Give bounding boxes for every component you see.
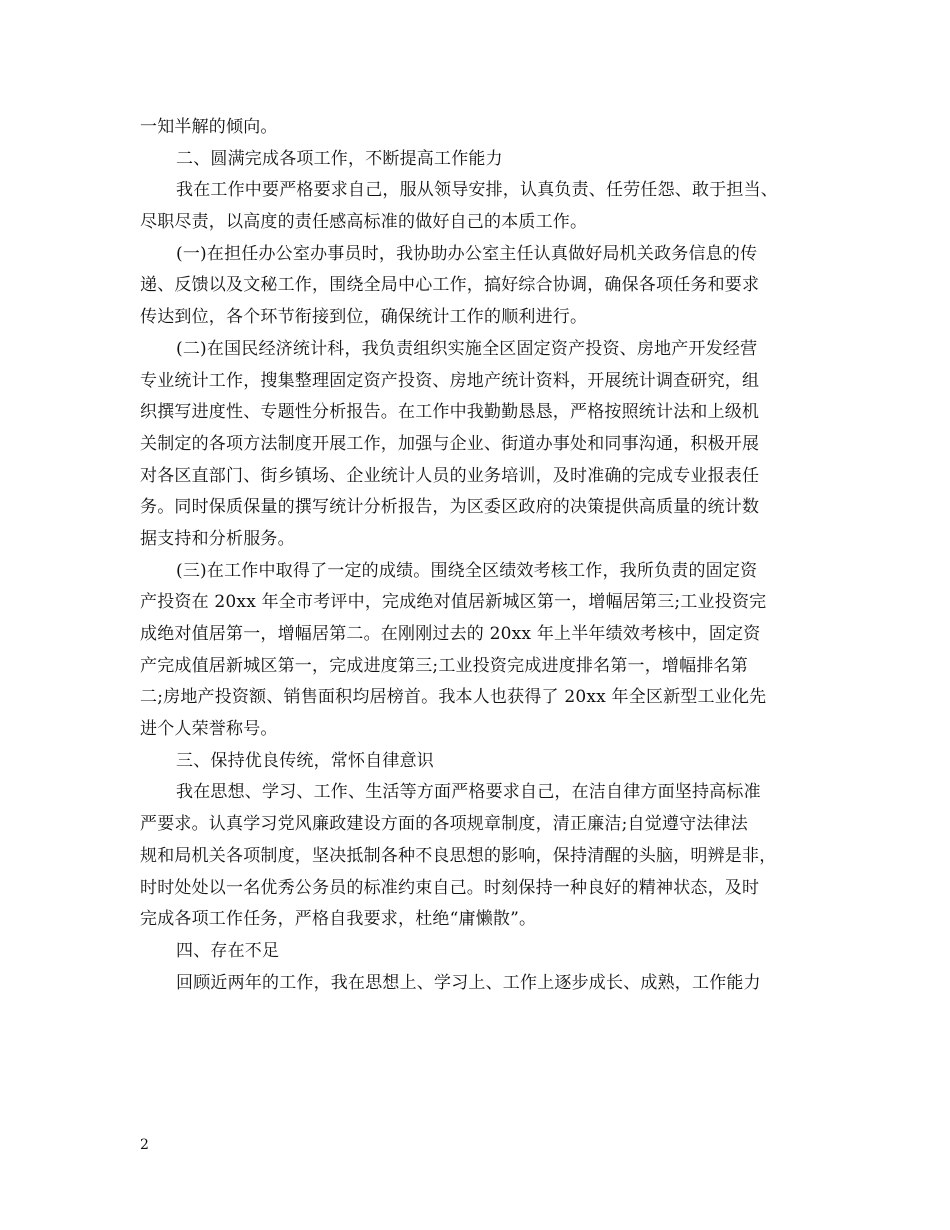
- text-line: 我在思想、学习、工作、生活等方面严格要求自己，在洁自律方面坚持高标准: [176, 782, 761, 803]
- text-line: (一)在担任办公室办事员时，我协助办公室主任认真做好局机关政务信息的传: [176, 243, 758, 264]
- section-heading: 二、圆满完成各项工作，不断提高工作能力: [176, 148, 503, 169]
- text-line: 专业统计工作，搜集整理固定资产投资、房地产统计资料，开展统计调查研究，组: [140, 370, 760, 391]
- text-line: 务。同时保质保量的撰写统计分析报告，为区委区政府的决策提供高质量的统计数: [140, 497, 760, 518]
- text-line: 织撰写进度性、专题性分析报告。在工作中我勤勤恳恳，严格按照统计法和上级机: [140, 402, 760, 423]
- text-line: 规和局机关各项制度，坚决抵制各种不良思想的影响，保持清醒的头脑，明辨是非，: [140, 845, 777, 866]
- text-line: 递、反馈以及文秘工作，围绕全局中心工作，搞好综合协调，确保各项任务和要求: [140, 275, 760, 296]
- text-line: 关制定的各项方法制度开展工作，加强与企业、街道办事处和同事沟通，积极开展: [140, 433, 760, 454]
- text-line: 二;房地产投资额、销售面积均居榜首。我本人也获得了 20xx 年全区新型工业化先: [140, 687, 767, 708]
- text-line: (三)在工作中取得了一定的成绩。围绕全区绩效考核工作，我所负责的固定资: [176, 560, 758, 581]
- section-heading: 四、存在不足: [176, 940, 280, 961]
- text-line: 完成各项工作任务，严格自我要求，杜绝“庸懒散”。: [140, 909, 537, 930]
- text-line: 严要求。认真学习党风廉政建设方面的各项规章制度，清正廉洁;自觉遵守法律法: [140, 814, 748, 835]
- text-line: 传达到位，各个环节衔接到位，确保统计工作的顺利进行。: [140, 307, 588, 328]
- text-line: 据支持和分析服务。: [140, 528, 295, 549]
- text-line: 尽职尽责，以高度的责任感高标准的做好自己的本质工作。: [140, 212, 588, 233]
- text-line: (二)在国民经济统计科，我负责组织实施全区固定资产投资、房地产开发经营: [176, 338, 758, 359]
- document-body: [140, 112, 830, 999]
- text-line: 产投资在 20xx 年全市考评中，完成绝对值居新城区第一，增幅居第三;工业投资完: [140, 592, 767, 613]
- text-line: 我在工作中要严格要求自己，服从领导安排，认真负责、任劳任怨、敢于担当、: [176, 180, 778, 201]
- text-line: 回顾近两年的工作，我在思想上、学习上、工作上逐步成长、成熟，工作能力: [176, 972, 761, 993]
- text-line: 对各区直部门、街乡镇场、企业统计人员的业务培训，及时准确的完成专业报表任: [140, 465, 760, 486]
- page-number: 2: [140, 1137, 149, 1153]
- text-line: 时时处处以一名优秀公务员的标准约束自己。时刻保持一种良好的精神状态，及时: [140, 877, 760, 898]
- section-heading: 三、保持优良传统，常怀自律意识: [176, 750, 434, 771]
- text-line: 产完成值居新城区第一，完成进度第三;工业投资完成进度排名第一，增幅排名第: [140, 655, 748, 676]
- text-line: 进个人荣誉称号。: [140, 719, 278, 740]
- text-line: 一知半解的倾向。: [140, 117, 278, 137]
- text-line: 成绝对值居第一，增幅居第二。在刚刚过去的 20xx 年上半年绩效考核中，固定资: [140, 624, 761, 644]
